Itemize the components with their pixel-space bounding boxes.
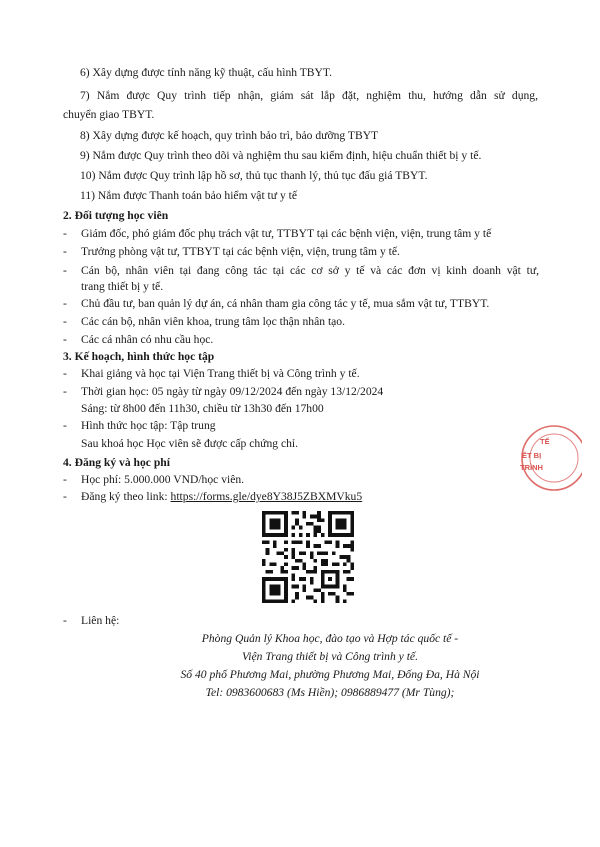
plan-item: - Thời gian học: 05 ngày từ ngày 09/12/2024 đến ngày 13/12/2024	[63, 385, 384, 398]
audience-text: Trưởng phòng vật tư, TTBYT tại các bệnh viện, viện, trung tâm y tế.	[81, 245, 400, 258]
audience-item: - Các cán bộ, nhân viên khoa, trung tâm lọc thận nhân tạo.	[63, 315, 346, 328]
plan-text: Hình thức học tập: Tập trung	[81, 419, 216, 432]
audience-text: Chủ đầu tư, ban quản lý dự án, cá nhân tham gia công tác y tế, mua sắm vật tư, TTBYT.	[81, 297, 490, 310]
audience-item: - Chủ đầu tư, ban quản lý dự án, cá nhân tham gia công tác y tế, mua sắm vật tư, TTBYT.	[63, 297, 490, 310]
audience-text: Cán bộ, nhân viên tại đang công tác tại các cơ sở y tế và các đơn vị kinh doanh vật tư,	[81, 264, 539, 277]
contact-label-row: - Liên hệ:	[63, 614, 120, 627]
plan-item: - Khai giảng và học tại Viện Trang thiết bị và Công trình y tế.	[63, 367, 360, 380]
seal-text-mid: ẾT BỊ	[522, 451, 542, 460]
objective-6: 6) Xây dựng được tính năng kỹ thuật, cấu hình TBYT.	[80, 66, 333, 79]
contact-label: Liên hệ:	[81, 614, 120, 627]
section-3-heading: 3. Kế hoạch, hình thức học tập	[63, 350, 215, 363]
audience-text: Các cá nhân có nhu cầu học.	[81, 333, 214, 346]
objective-10: 10) Nắm được Quy trình lập hồ sơ, thủ tục thanh lý, thủ tục đấu giá TBYT.	[80, 169, 428, 182]
contact-institute: Viện Trang thiết bị và Công trình y tế.	[242, 650, 418, 663]
audience-item-cont: trang thiết bị y tế.	[81, 280, 164, 293]
official-seal	[510, 422, 582, 494]
objective-11: 11) Nắm được Thanh toán bảo hiểm vật tư y tế	[80, 189, 298, 202]
objective-7: 7) Nắm được Quy trình tiếp nhận, giám sát lắp đặt, nghiệm thu, hướng dẫn sử dụng,	[80, 89, 538, 102]
register-item: - Đăng ký theo link: https://forms.gle/dye8Y38J5ZBXMVku5	[63, 490, 363, 503]
section-2-heading: 2. Đối tượng học viên	[63, 209, 169, 222]
audience-item: - Trưởng phòng vật tư, TTBYT tại các bệnh viện, viện, trung tâm y tế.	[63, 245, 400, 258]
contact-address: Số 40 phố Phương Mai, phường Phương Mai, Đống Đa, Hà Nội	[180, 668, 480, 681]
register-link[interactable]: https://forms.gle/dye8Y38J5ZBXMVku5	[170, 490, 363, 503]
objective-7-cont: chuyển giao TBYT.	[63, 108, 155, 121]
plan-text: Khai giảng và học tại Viện Trang thiết bị và Công trình y tế.	[81, 367, 360, 380]
contact-phone: Tel: 0983600683 (Ms Hiền); 0986889477 (Mr Tùng);	[205, 686, 455, 699]
audience-text: Giám đốc, phó giám đốc phụ trách vật tư, TTBYT tại các bệnh viện, viện, trung tâm y tế	[81, 227, 492, 240]
objective-9: 9) Nắm được Quy trình theo dõi và nghiệm thu sau kiểm định, hiệu chuẩn thiết bị y tế.	[80, 149, 482, 162]
audience-item: - Cán bộ, nhân viên tại đang công tác tại các cơ sở y tế và các đơn vị kinh doanh vật tư,	[63, 264, 539, 277]
plan-item: - Hình thức học tập: Tập trung	[63, 419, 216, 432]
qr-code-icon[interactable]	[262, 511, 354, 603]
seal-text-bot: TRÌNH	[520, 463, 543, 472]
audience-text: Các cán bộ, nhân viên khoa, trung tâm lọc thận nhân tạo.	[81, 315, 346, 328]
section-4-heading: 4. Đăng ký và học phí	[63, 456, 170, 469]
contact-department: Phòng Quản lý Khoa học, đào tạo và Hợp tác quốc tế -	[201, 632, 459, 645]
plan-schedule: Sáng: từ 8h00 đến 11h30, chiều từ 13h30 đến 17h00	[81, 402, 324, 415]
audience-item: - Các cá nhân có nhu cầu học.	[63, 333, 214, 346]
plan-certificate: Sau khoá học Học viên sẽ được cấp chứng chỉ.	[81, 437, 299, 450]
plan-text: Thời gian học: 05 ngày từ ngày 09/12/2024 đến ngày 13/12/2024	[81, 385, 384, 398]
fee-item: - Học phí: 5.000.000 VND/học viên.	[63, 473, 245, 486]
register-label: Đăng ký theo link:	[81, 490, 171, 503]
fee-text: Học phí: 5.000.000 VND/học viên.	[81, 473, 245, 486]
audience-item: - Giám đốc, phó giám đốc phụ trách vật tư, TTBYT tại các bệnh viện, viện, trung tâm y tế	[63, 227, 492, 240]
objective-8: 8) Xây dựng được kế hoạch, quy trình bảo trì, bảo dưỡng TBYT	[80, 129, 379, 142]
seal-text-top: TẾ	[540, 437, 550, 446]
